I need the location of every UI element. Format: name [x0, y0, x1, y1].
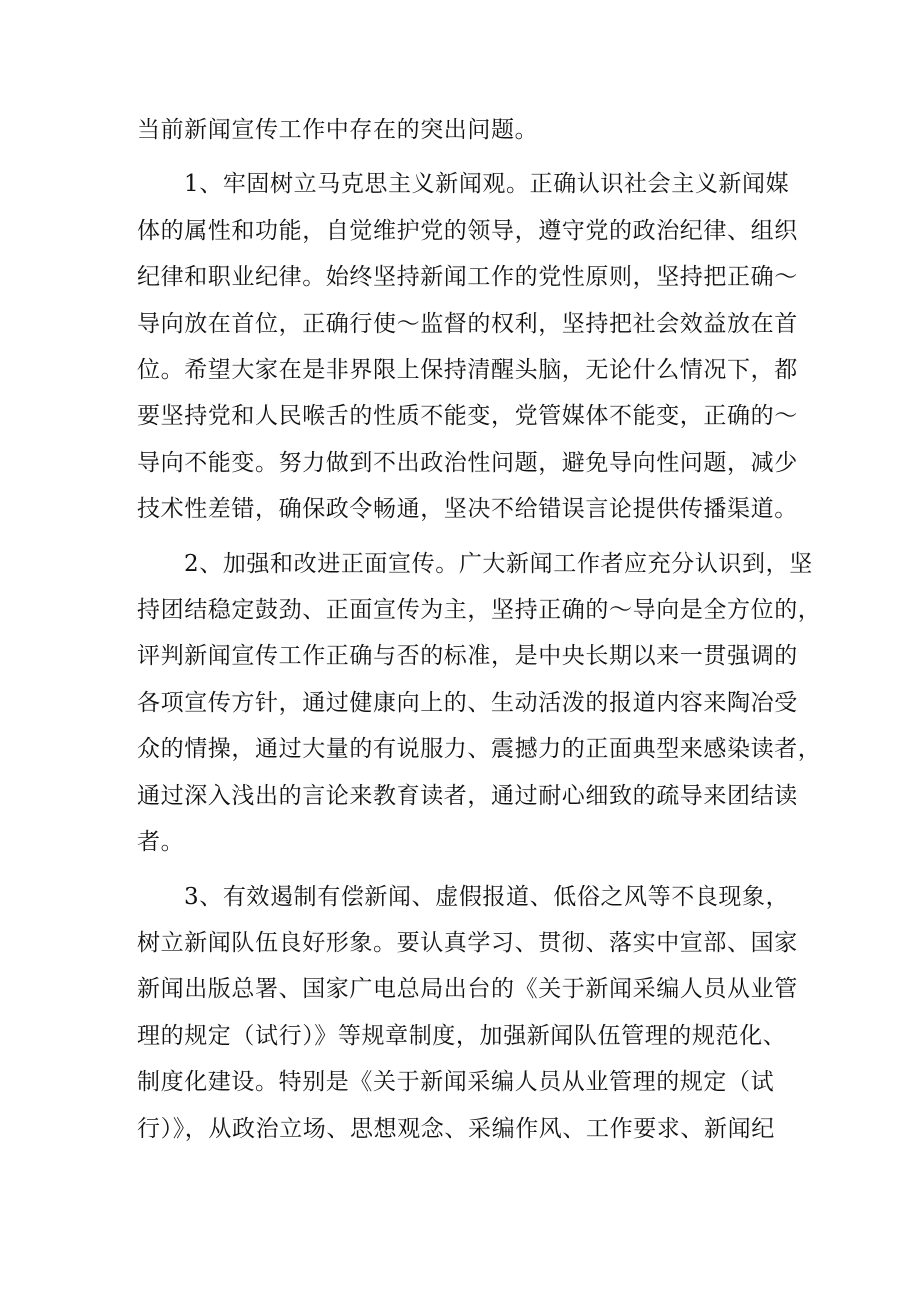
- paragraph-3-line: 理的规定（试行）》等规章制度，加强新闻队伍管理的规范化、: [137, 1022, 787, 1049]
- paragraph-2-line: 者。: [137, 829, 185, 856]
- paragraph-2-line: 众的情操，通过大量的有说服力、震撼力的正面典型来感染读者，: [137, 736, 822, 763]
- paragraph-1-line: 体的属性和功能，自觉维护党的领导，遵守党的政治纪律、组织: [137, 217, 798, 244]
- paragraph-3-line: 行）》，从政治立场、思想观念、采编作风、工作要求、新闻纪: [137, 1115, 775, 1142]
- paragraph-1-line: 纪律和职业纪律。始终坚持新闻工作的党性原则，坚持把正确～: [137, 264, 798, 291]
- paragraph-3-line: 树立新闻队伍良好形象。要认真学习、贯彻、落实中宣部、国家: [137, 929, 798, 956]
- paragraph-2-line: 持团结稳定鼓劲、正面宣传为主，坚持正确的～导向是全方位的，: [137, 597, 822, 624]
- paragraph-1-line: 要坚持党和人民喉舌的性质不能变，党管媒体不能变，正确的～: [137, 403, 798, 430]
- paragraph-3: [137, 874, 799, 1152]
- paragraph-1-line: 导向不能变。努力做到不出政治性问题，避免导向性问题，减少: [137, 449, 798, 476]
- paragraph-2-line: 通过深入浅出的言论来教育读者，通过耐心细致的疏导来团结读: [137, 782, 798, 809]
- paragraph-2: [137, 541, 822, 866]
- lead-line: 当前新闻宣传工作中存在的突出问题。: [137, 117, 539, 143]
- paragraph-3-line: 新闻出版总署、国家广电总局出台的《关于新闻采编人员从业管: [137, 976, 798, 1003]
- document-body: [137, 107, 822, 1152]
- paragraph-3-line: 制度化建设。特别是《关于新闻采编人员从业管理的规定（试: [137, 1069, 775, 1096]
- paragraph-2-line: 2、加强和改进正面宣传。广大新闻工作者应充分认识到，坚: [184, 550, 813, 577]
- paragraph-1-line: 导向放在首位，正确行使～监督的权利，坚持把社会效益放在首: [137, 310, 798, 337]
- paragraph-1-line: 1、牢固树立马克思主义新闻观。正确认识社会主义新闻媒: [184, 171, 790, 198]
- paragraph-1-line: 技术性差错，确保政令畅通，坚决不给错误言论提供传播渠道。: [137, 496, 798, 523]
- paragraph-1: [137, 161, 799, 532]
- paragraph-2-line: 各项宣传方针，通过健康向上的、生动活泼的报道内容来陶冶受: [137, 689, 798, 716]
- paragraph-3-line: 3、有效遏制有偿新闻、虚假报道、低俗之风等不良现象，: [184, 883, 790, 910]
- paragraph-2-line: 评判新闻宣传工作正确与否的标准，是中央长期以来一贯强调的: [137, 643, 798, 670]
- paragraph-1-line: 位。希望大家在是非界限上保持清醒头脑，无论什么情况下，都: [137, 357, 798, 384]
